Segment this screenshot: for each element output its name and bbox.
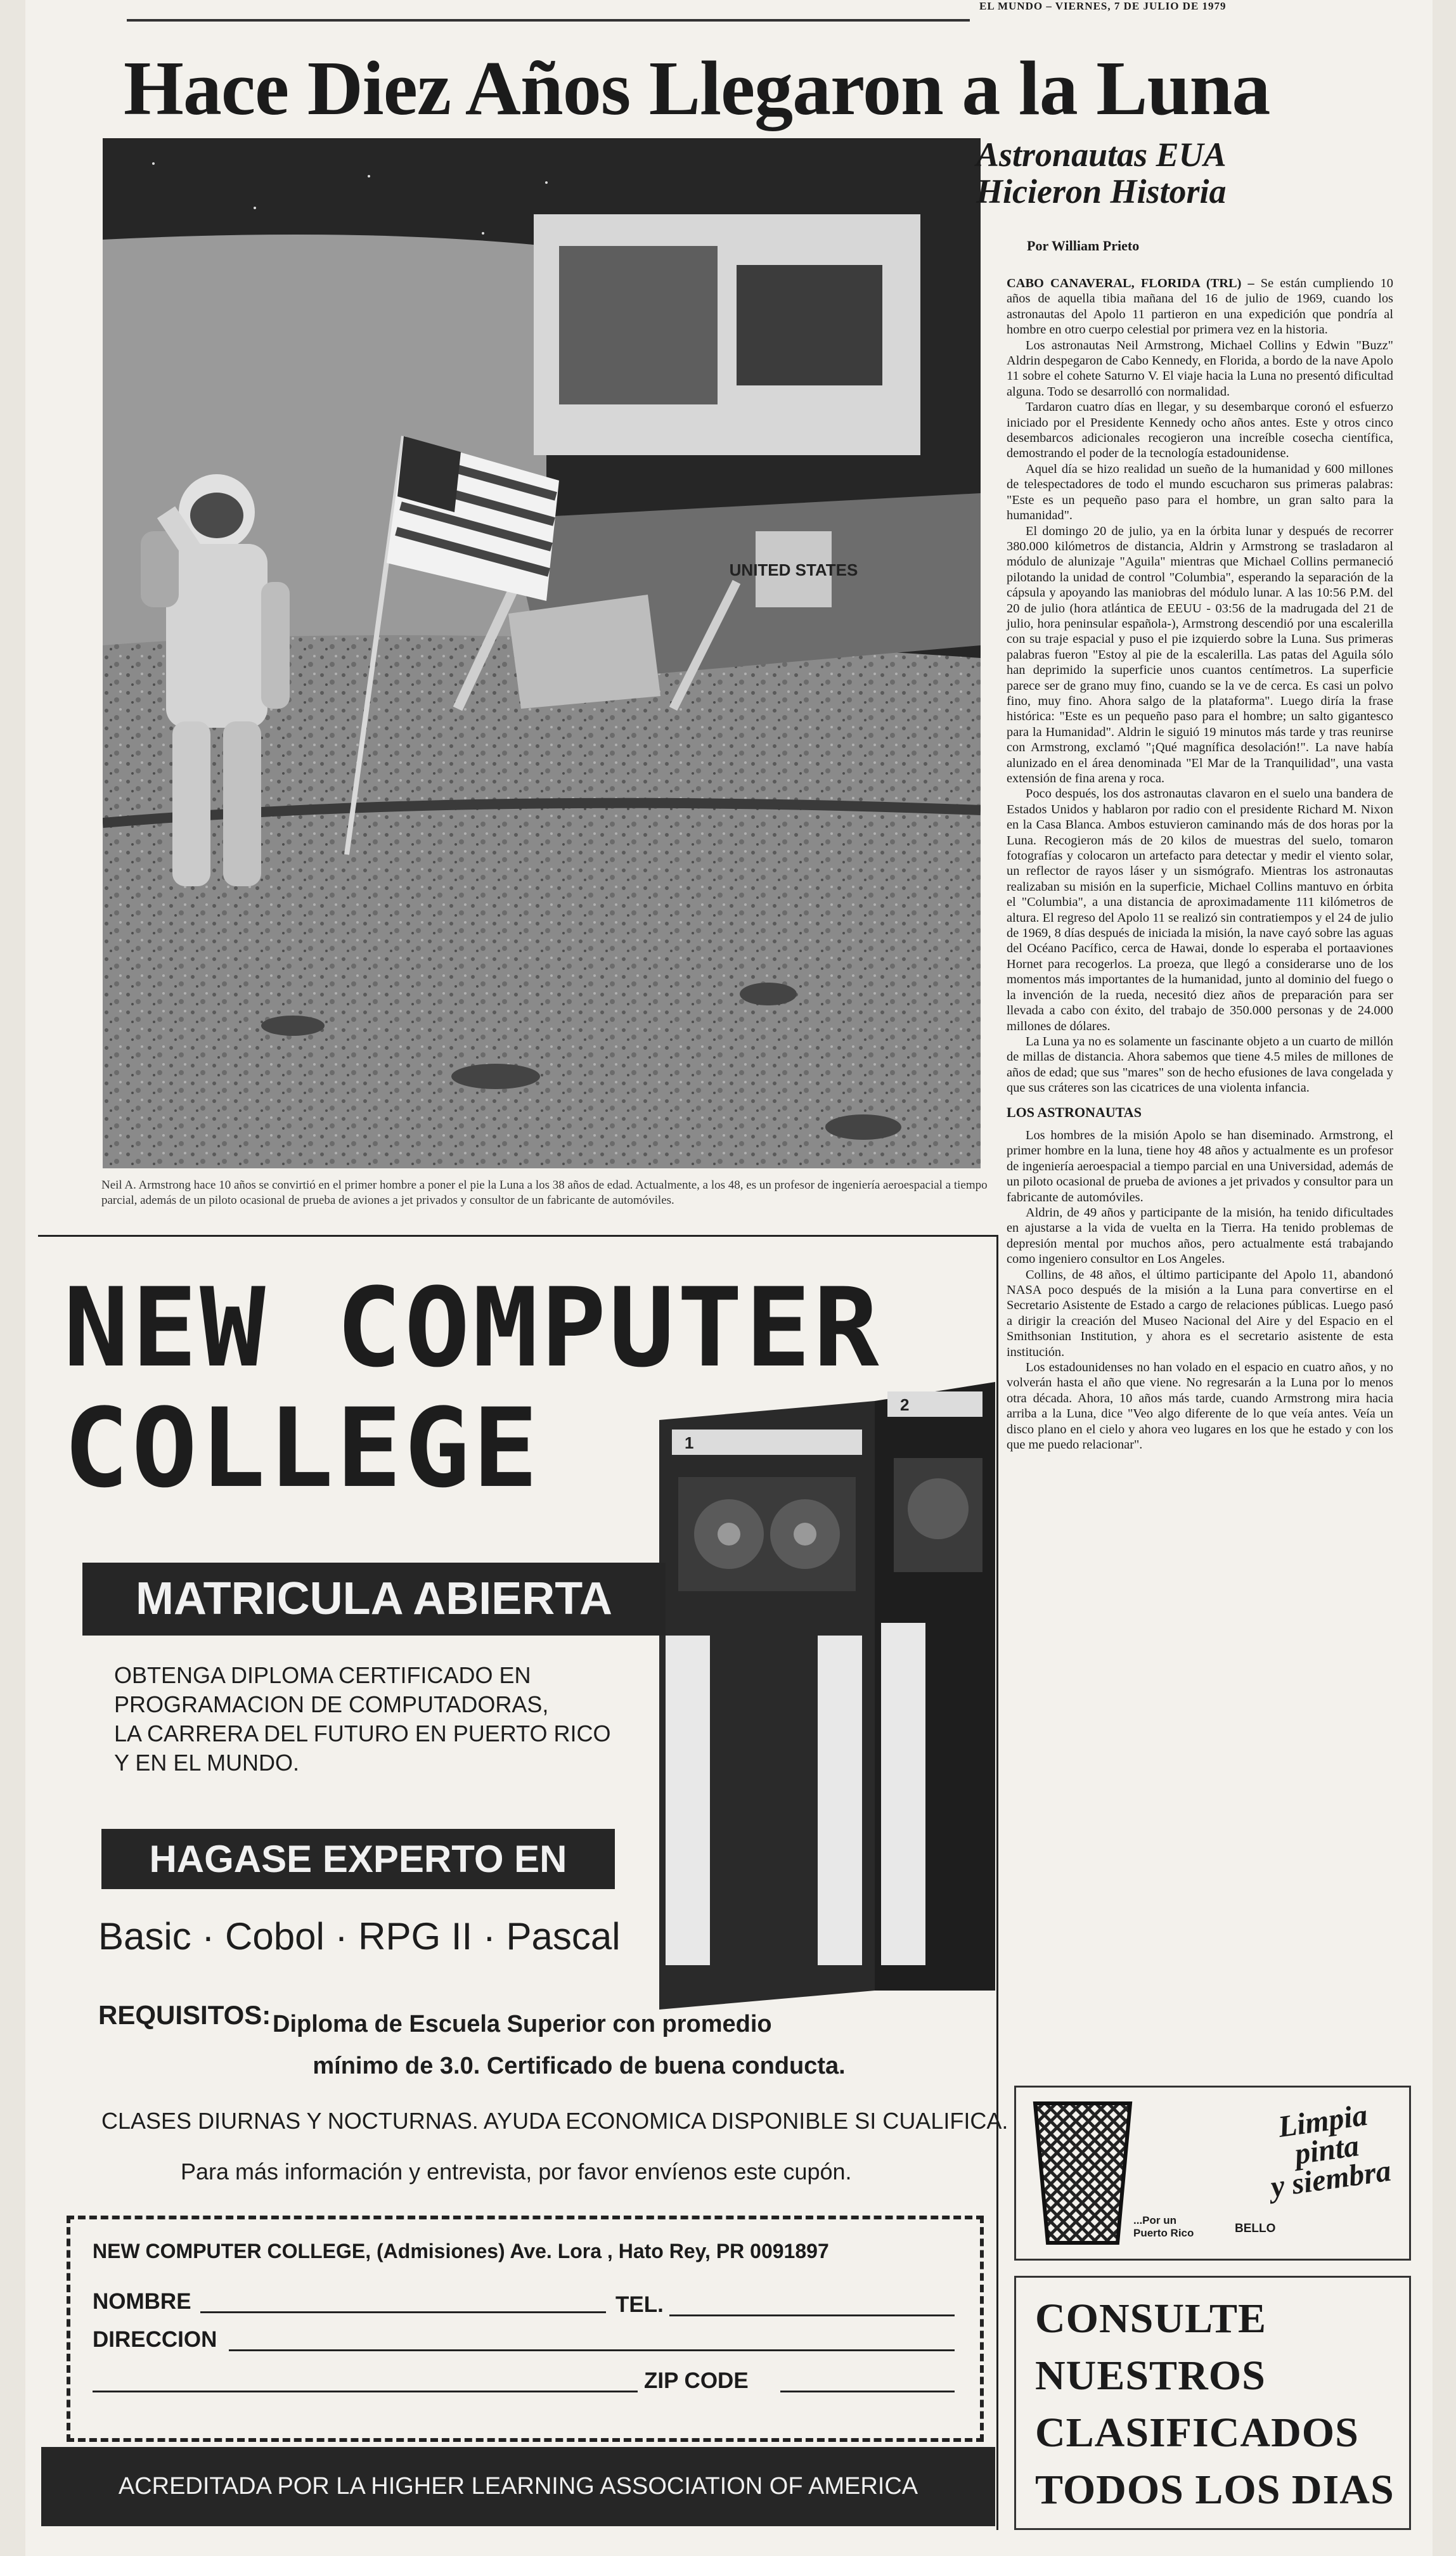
article-dateline: CABO CANAVERAL, FLORIDA (TRL) – (1007, 276, 1254, 290)
consulte-line: TODOS LOS DIAS (1035, 2467, 1395, 2513)
coupon-nombre-label: NOMBRE (93, 2289, 191, 2314)
flag-decal-label: UNITED STATES (729, 560, 858, 579)
article-paragraph: Los hombres de la misión Apolo se han diseminado. Armstrong, el primer hombre en la luna, tiene hoy 48 años y actualmente es un profesor de ingeniería aeroespacial a tiempo parcial en una Universidad, además de un piloto ocasional de prueba de aviones a jet privados y consultor para un fabricante de automóviles. (1007, 1128, 1393, 1204)
bello-label: BELLO (1235, 2222, 1276, 2235)
article-byline: Por William Prieto (1027, 238, 1140, 254)
programming-languages: Basic · Cobol · RPG II · Pascal (98, 1915, 621, 1958)
ad-logo-line1: NEW COMPUTER (63, 1264, 882, 1391)
limpia-pinta-ad (1014, 2086, 1411, 2261)
requisitos-text: Diploma de Escuela Superior con promedio mínimo de 3.0. Certificado de buena conducta. (273, 2011, 846, 2079)
article-body (1007, 276, 1393, 1452)
consulte-line: NUESTROS (1035, 2353, 1266, 2399)
masthead: EL MUNDO – VIERNES, 7 DE JULIO DE 1979 (979, 0, 1227, 12)
coupon-direccion-field-2[interactable] (93, 2391, 638, 2392)
acreditada-banner: ACREDITADA POR LA HIGHER LEARNING ASSOCIATION OF AMERICA (41, 2447, 995, 2526)
article-paragraph: El domingo 20 de julio, ya en la órbita lunar y después de recorrer 380.000 kilómetros de distancia, Aldrin y Armstrong se trasladaron al módulo de alunizaje "Aguila" mientras que Michael Collins permaneció pilotando la unidad de control "Columbia", esperando la separación de la cápsula y apoyando las maniobras del módulo lunar. A las 10:56 P.M. del 20 de julio (hora atlántica de EEUU - 03:56 de la madrugada del 21 de julio, hora peninsular española-), Armstrong descendió por una escalerilla con su traje espacial y puso el pie izquierdo sobre la Luna. Sus primeras palabras fueron "Estoy al pie de la escalerilla. Las patas del Aguila sólo han deprimido la superficie unos cuantos centímetros. La superficie parece ser de grano muy fino, cuando se la ve de cerca. Es casi un polvo fino, muy fino. Ahora salgo de la plataforma". Luego diría la frase histórica: "Este es un pequeño paso para el hombre; un salto gigantesco para la Humanidad". Aldrin le siguió 19 minutos más tarde y tras reunirse con Armstrong, exclamó "¡Qué magnífica desolación!". La nave había alunizado en el área denominada "El Mar de la Tranquilidad", una vasta extensión de fina arena y roca. (1007, 524, 1393, 785)
ad-logo-line2: COLLEGE (63, 1384, 541, 1512)
article-paragraph: Tardaron cuatro días en llegar, y su desembarque coronó el esfuerzo iniciado por el Presidente Kennedy ocho años antes. Este y otros cinco desembarcos adicionales recogieron una increíble cosecha científica, demostrando el poder de la tecnología estadounidense. (1007, 400, 1393, 461)
masthead-rule (127, 19, 970, 22)
coupon-direccion-label: DIRECCION (93, 2327, 217, 2352)
limpia-slogan: Limpia pinta y siembra (1268, 2098, 1393, 2204)
coupon-tel-field[interactable] (669, 2314, 955, 2316)
article-paragraph: Collins, de 48 años, el último participante del Apolo 11, abandonó NASA poco después de la misión a la Luna para convertirse en el Secretario Asistente de Estado a cargo de relaciones públicas. Luego pasó a dirigir la creación del Museo Nacional del Aire y del Espacio en el Smithsonian Institution, y ahora es el secretario asistente de esta institución. (1007, 1267, 1393, 1359)
coupon-direccion-field[interactable] (229, 2349, 955, 2351)
unit-label-1: 1 (685, 1433, 694, 1452)
coupon-zip-label: ZIP CODE (644, 2368, 749, 2393)
trash-can-icon (1032, 2100, 1133, 2246)
coupon-school-address: NEW COMPUTER COLLEGE, (Admisiones) Ave. Lora , Hato Rey, PR 0091897 (93, 2240, 829, 2262)
section-heading: LOS ASTRONAUTAS (1007, 1104, 1142, 1120)
info-text: Para más información y entrevista, por favor envíenos este cupón. (181, 2159, 852, 2185)
photo-caption: Neil A. Armstrong hace 10 años se convirtió en el primer hombre a poner el pie la Luna a los 38 años de edad. Actualmente, a los 48, es un profesor de ingeniería aeroespacial a tiempo parcial, además de un piloto ocasional de prueba de aviones a jet privados y consultor de un fabricante de automóviles. (101, 1178, 988, 1207)
por-un-puerto-rico: ...Por un Puerto Rico (1133, 2214, 1194, 2239)
article-paragraph: La Luna ya no es solamente un fascinante objeto a un cuarto de millón de millas de distancia. Ahora sabemos que tiene 4.5 miles de millones de años de edad; que sus "mares" son de hecho efusiones de lava congelada y que sus cráteres son las cicatrices de una violenta infancia. (1007, 1034, 1393, 1095)
headline: Hace Diez Años Llegaron a la Luna (124, 46, 1270, 131)
article-paragraph: Aldrin, de 49 años y participante de la misión, ha tenido dificultades en ajustarse a la vida de vuelta en la Tierra. Ha tenido problemas de depresión mental por muchos años, pero actualmente está trabajando como ingeniero consultor en Los Angeles. (1007, 1205, 1393, 1267)
clases-text: CLASES DIURNAS Y NOCTURNAS. AYUDA ECONOMICA DISPONIBLE SI CUALIFICA. (101, 2108, 1008, 2134)
mainframe-computer-illustration (659, 1382, 995, 2010)
article-paragraph: Los astronautas Neil Armstrong, Michael Collins y Edwin "Buzz" Aldrin despegaron de Cabo Kennedy, en Florida, a bordo de la nave Apolo 11 sobre el cohete Saturno V. El viaje hacia la Luna no presentó dificultad alguna. Todo se desarrolló con normalidad. (1007, 338, 1393, 399)
article-paragraph: Aquel día se hizo realidad un sueño de la humanidad y 600 millones de telespectadores de todo el mundo escucharon sus primeras palabras: "Este es un pequeño paso para el hombre, un gran salto para la humanidad". (1007, 462, 1393, 523)
coupon-tel-label: TEL. (615, 2292, 664, 2317)
coupon-nombre-field[interactable] (200, 2311, 606, 2313)
consulte-line: CONSULTE (1035, 2295, 1267, 2342)
article-paragraph: Se están cumpliendo 10 años de aquella tibia mañana del 16 de julio de 1969, cuando los astronautas del Apolo 11 partieron en una expedición que pondría al hombre en otro cuerpo celestial por primera vez en la historia. (1007, 276, 1393, 337)
hagase-experto-banner: HAGASE EXPERTO EN (101, 1829, 615, 1889)
ad-description: OBTENGA DIPLOMA CERTIFICADO EN PROGRAMACION DE COMPUTADORAS, LA CARRERA DEL FUTURO EN PUERTO RICO Y EN EL MUNDO. (114, 1662, 611, 1776)
article-paragraph: Poco después, los dos astronautas clavaron en el suelo una bandera de Estados Unidos y hablaron por radio con el presidente Richard M. Nixon en la Casa Blanca. Ambos estuvieron caminando más de dos horas por la Luna. Recogieron más de 20 kilos de muestras del suelo, tomaron fotografías y colocaron un artefacto para detectar y medir el viento solar, un reflector de rayos láser y un sismógrafo. Mientras los astronautas realizaban su misión en la superficie, Michael Collins mantuvo en órbita el "Columbia", a una distancia de aproximadamente 111 kilómetros de altura. El regreso del Apolo 11 se realizó sin contratiempos y el 24 de julio de 1969, 8 días después de iniciada la misión, la nave cayó sobre las aguas del Océano Pacífico, cerca de Hawai, donde lo esperaba el portaaviones Hornet para recogerlos. La proeza, que llegó a considerarse uno de los momentos más importantes de la humanidad, junto al dominio del fuego o la invención de la rueda, necesitó diez años de preparación para ser llevada a cabo con éxito, del trabajo de 350.000 personas y de 24.000 millones de dólares. (1007, 787, 1393, 1033)
moon-landing-photo (103, 138, 981, 1168)
consulte-clasificados-ad (1014, 2276, 1411, 2530)
coupon-zip-field[interactable] (780, 2391, 955, 2392)
unit-label-2: 2 (900, 1395, 910, 1414)
requisitos-label: REQUISITOS: (98, 2000, 271, 2030)
article-subhead: Astronautas EUA Hicieron Historia (976, 136, 1227, 210)
matricula-abierta-banner: MATRICULA ABIERTA (82, 1563, 666, 1636)
enrollment-coupon (67, 2216, 984, 2442)
article-paragraph: Los estadounidenses no han volado en el espacio en cuatro años, y no volverán hasta el año que viene. No regresarán a la Luna por lo menos otra década. Ahora, 10 años más tarde, cuando Armstrong mira hacia arriba a la Luna, dice "Veo algo diferente de lo que veía antes. Veía un disco plano en el cielo y ahora veo lugares en los que he estado y con los que me puedo relacionar". (1007, 1360, 1393, 1452)
consulte-line: CLASIFICADOS (1035, 2410, 1359, 2456)
